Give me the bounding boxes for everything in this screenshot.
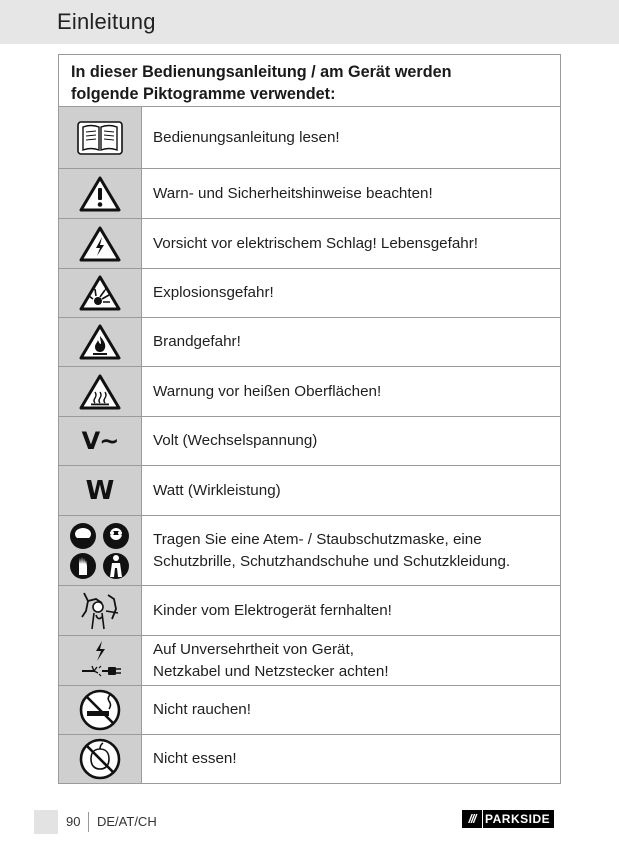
electric-shock-icon [79,226,121,262]
table-row [59,417,560,466]
icon-cell [59,318,142,366]
row-text [142,686,560,734]
damaged-cable-icon [78,639,122,683]
manual-book-icon [77,121,123,155]
row-text-line: Watt (Wirkleistung) [153,481,281,499]
icon-cell [59,107,142,168]
row-text [142,516,560,585]
no-smoking-icon [79,689,121,731]
hot-surface-icon [79,374,121,410]
row-text [142,466,560,515]
warning-triangle-icon [79,176,121,212]
page-number: 90 [66,814,81,829]
icon-cell [59,686,142,734]
icon-cell [59,586,142,635]
row-text-line: Nicht rauchen! [153,701,251,718]
brand-logo [462,810,554,828]
row-text-line: Explosionsgefahr! [153,284,274,301]
country-codes: DE/AT/CH [97,814,157,829]
protective-equipment-icon [68,521,132,581]
icon-cell [59,367,142,416]
icon-cell [59,219,142,268]
table-row [59,367,560,417]
row-text-line: Tragen Sie eine Atem- / Staubschutzmaske, eine [153,530,482,548]
row-text-line: Bedienungsanleitung lesen! [153,128,340,146]
volt-ac-symbol: V~ [81,427,119,455]
no-eating-icon [79,738,121,780]
footer-divider [88,812,89,832]
row-text [142,417,560,465]
table-row [59,516,560,586]
row-text [142,318,560,366]
table-heading-line-1: In dieser Bedienungsanleitung / am Gerät werden [71,63,452,81]
table-row [59,169,560,219]
keep-children-away-icon [78,589,122,633]
watt-symbol: W [85,475,115,506]
row-text-line: Schutzbrille, Schutzhandschuhe und Schutzkleidung. [153,552,511,570]
icon-cell [59,735,142,783]
row-text [142,219,560,268]
table-row [59,466,560,516]
row-text-line: Warnung vor heißen Oberflächen! [153,382,382,400]
pictogram-table [58,54,561,784]
table-row [59,686,560,735]
row-text-line: Brandgefahr! [153,333,241,350]
row-text-line: Auf Unversehrtheit von Gerät, [153,640,354,658]
page-title: Einleitung [57,9,156,34]
table-heading-line-2: folgende Piktogramme verwendet: [71,85,336,103]
footer-box [34,810,58,834]
table-row [59,269,560,318]
table-row [59,636,560,686]
icon-cell [59,169,142,218]
row-text [142,269,560,317]
row-text-line: Warn- und Sicherheitshinweise beachten! [153,184,433,202]
row-text [142,367,560,416]
icon-cell [59,516,142,585]
brand-name: PARKSIDE [483,810,554,828]
row-text [142,107,560,168]
explosion-icon [79,275,121,311]
table-row [59,735,560,783]
icon-cell [59,269,142,317]
row-text-line: Vorsicht vor elektrischem Schlag! Lebensgefahr! [153,234,479,252]
table-row [59,318,560,367]
table-heading [59,55,560,107]
icon-cell [59,417,142,465]
row-text [142,586,560,635]
row-text-line: Volt (Wechselspannung) [153,432,318,449]
table-row [59,219,560,269]
fire-icon [79,324,121,360]
icon-cell [59,636,142,685]
row-text-line: Nicht essen! [153,750,237,767]
table-row [59,107,560,169]
table-row [59,586,560,636]
row-text-line: Kinder vom Elektrogerät fernhalten! [153,601,392,619]
row-text [142,735,560,783]
row-text [142,636,560,685]
row-text-line: Netzkabel und Netzstecker achten! [153,662,389,680]
brand-slashes: /// [462,810,482,828]
icon-cell [59,466,142,515]
row-text [142,169,560,218]
